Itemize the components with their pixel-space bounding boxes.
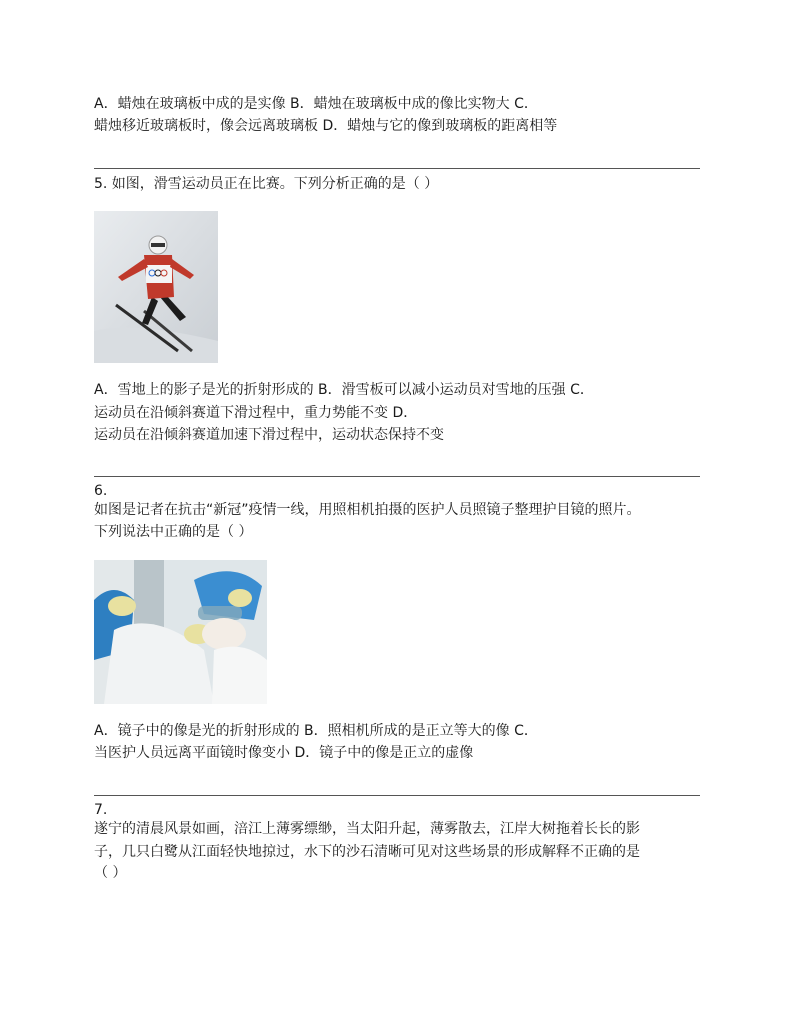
skier-photo — [94, 211, 218, 363]
q6-stem-line-2: 下列说法中正确的是（ ） — [94, 524, 253, 540]
q5-option-line-1: A．雪地上的影子是光的折射形成的 B．滑雪板可以减小运动员对雪地的压强 C． — [94, 382, 594, 398]
q6-option-line-2: 当医护人员远离平面镜时像变小 D．镜子中的像是正立的虚像 — [94, 745, 474, 761]
q5-option-line-2: 运动员在沿倾斜赛道下滑过程中，重力势能不变 D． — [94, 405, 418, 421]
q4-option-line-1: A．蜡烛在玻璃板中成的是实像 B．蜡烛在玻璃板中成的像比实物大 C． — [94, 96, 538, 112]
divider — [94, 795, 700, 796]
q5-stem: 5. 如图，滑雪运动员正在比赛。下列分析正确的是（ ） — [94, 176, 439, 192]
q4-option-line-2: 蜡烛移近玻璃板时，像会远离玻璃板 D．蜡烛与它的像到玻璃板的距离相等 — [94, 118, 558, 134]
q6-stem-line-1: 如图是记者在抗击“新冠”疫情一线，用照相机拍摄的医护人员照镜子整理护目镜的照片。 — [94, 502, 641, 518]
q7-stem-line-2: 子，几只白鹭从江面轻快地掠过，水下的沙石清晰可见对这些场景的形成解释不正确的是 — [94, 844, 640, 860]
q6-option-line-1: A．镜子中的像是光的折射形成的 B．照相机所成的是正立等大的像 C． — [94, 723, 538, 739]
q7-number: 7. — [94, 802, 108, 818]
divider — [94, 168, 700, 169]
q5-option-line-3: 运动员在沿倾斜赛道加速下滑过程中，运动状态保持不变 — [94, 427, 444, 443]
q7-stem-line-1: 遂宁的清晨风景如画，涪江上薄雾缥缈，当太阳升起，薄雾散去，江岸大树拖着长长的影 — [94, 821, 640, 837]
divider — [94, 476, 700, 477]
medical-staff-photo — [94, 560, 267, 704]
q6-number: 6. — [94, 483, 108, 499]
q7-stem-line-3: （ ） — [94, 865, 127, 881]
